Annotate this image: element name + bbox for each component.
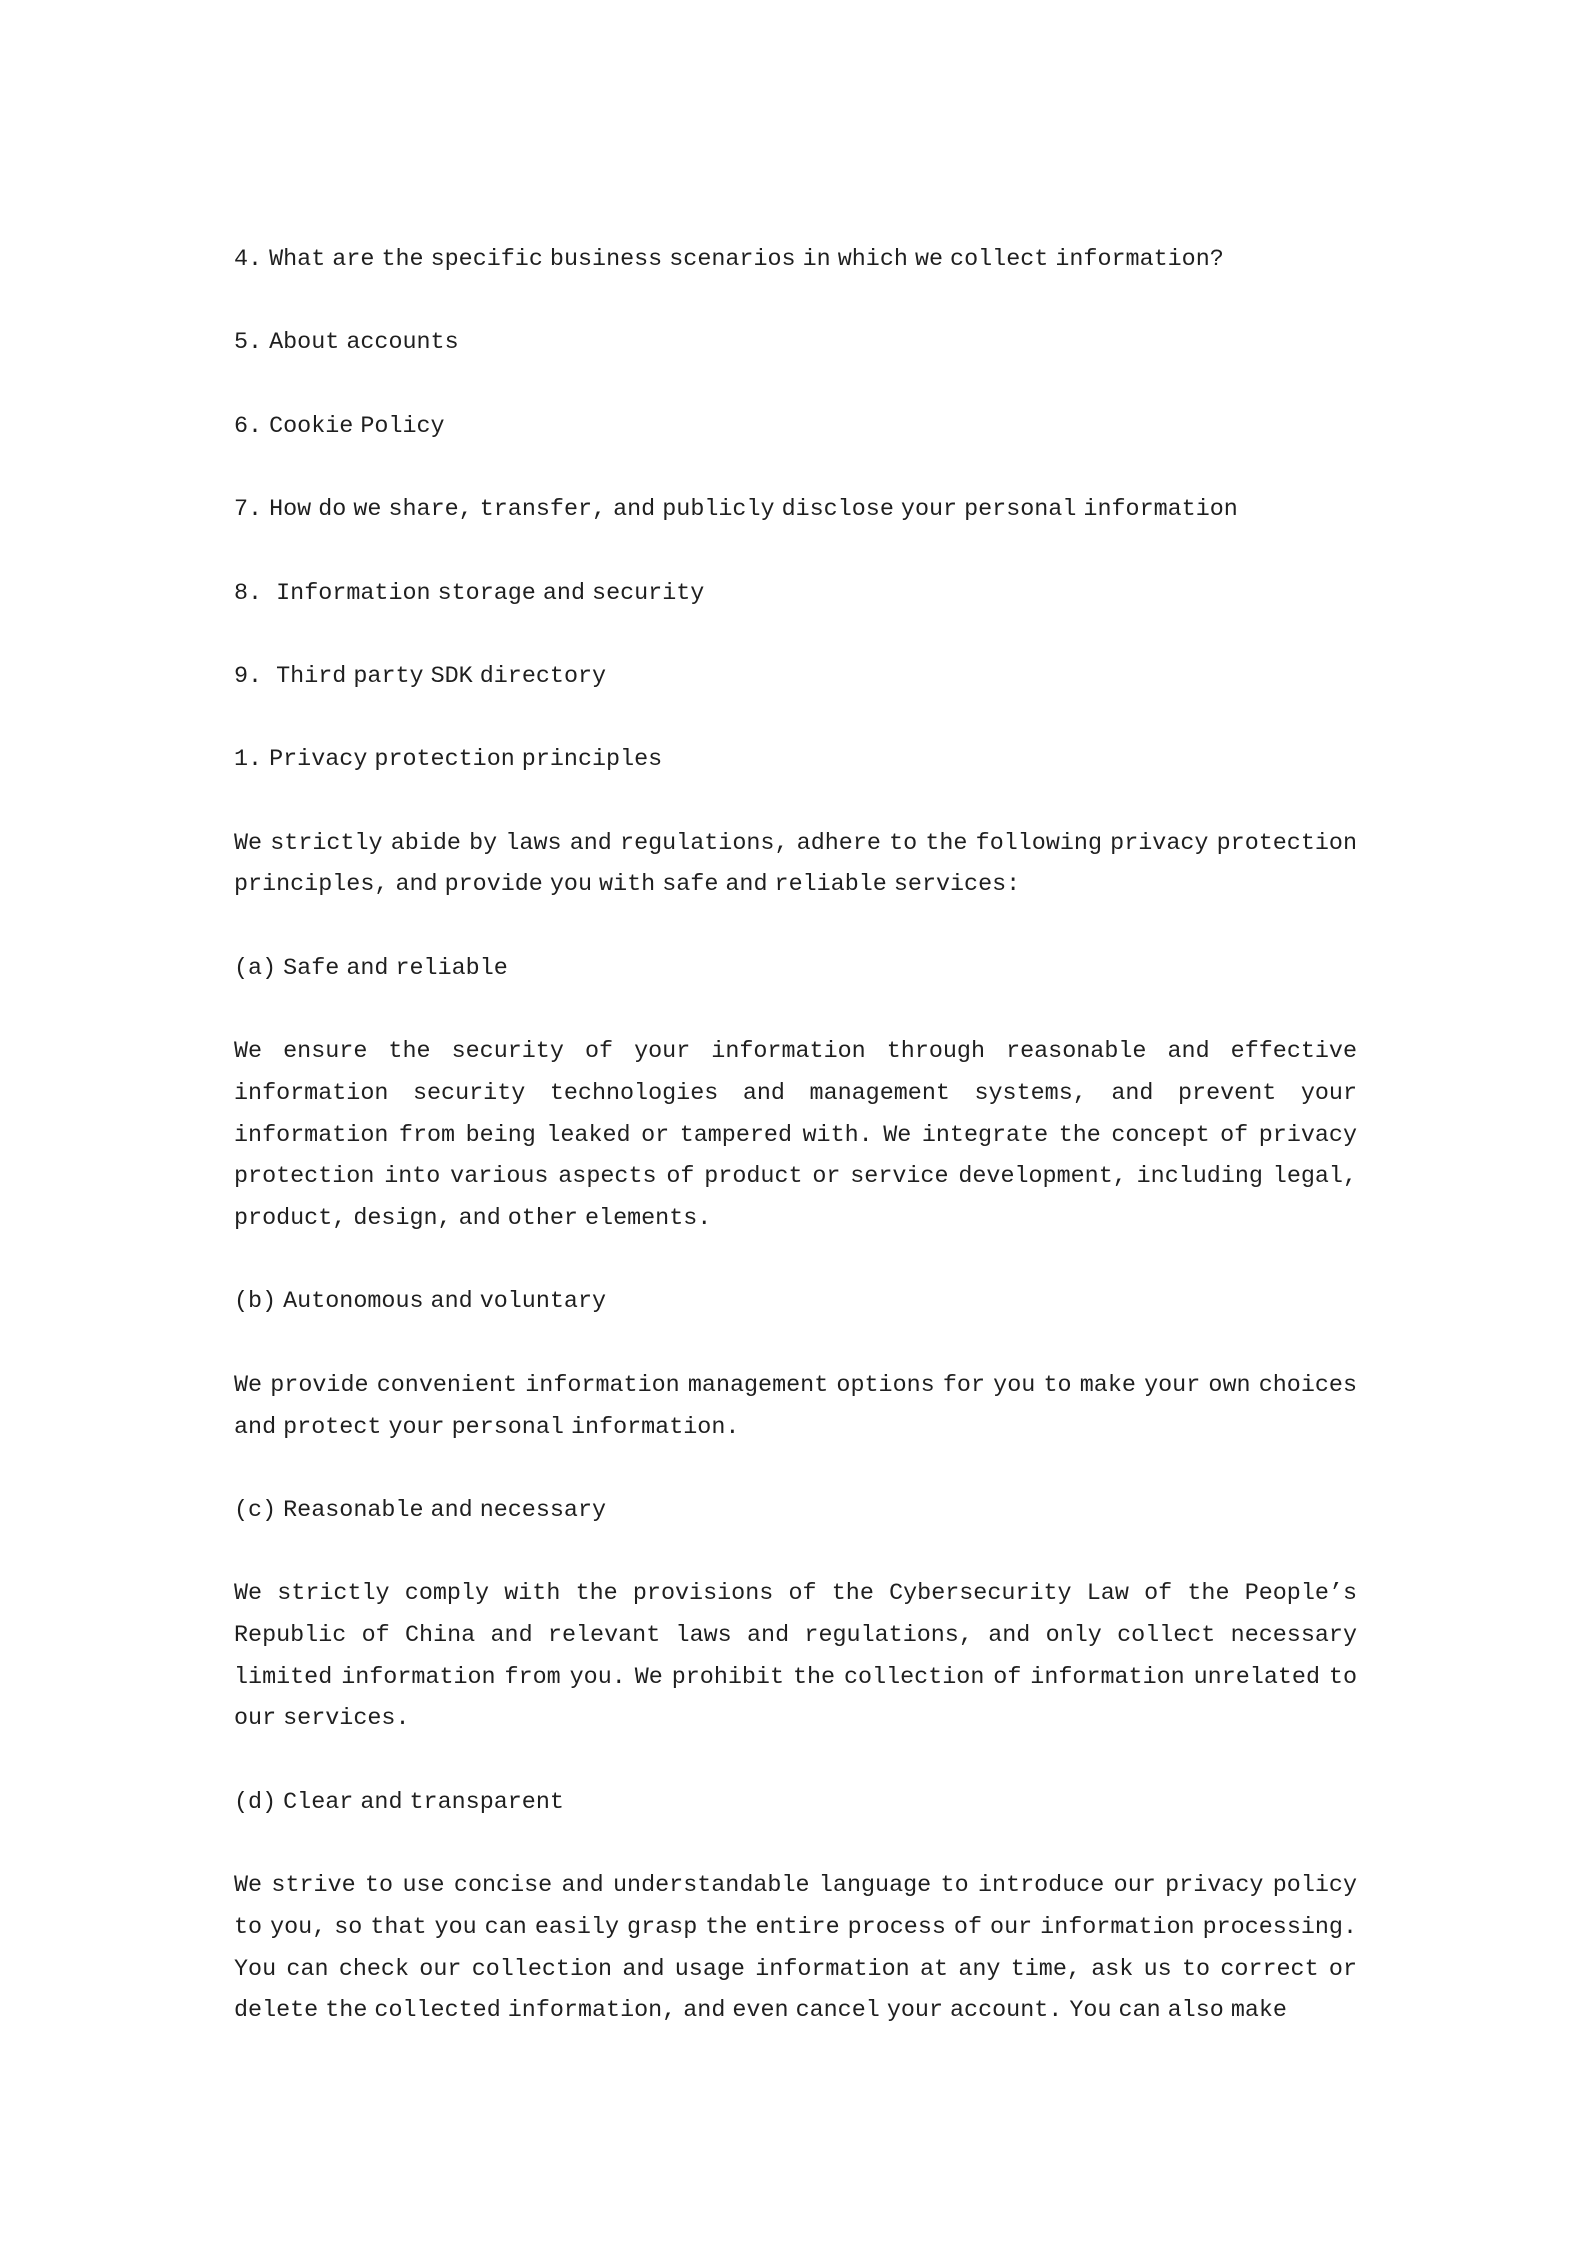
principle-d-heading: (d) Clear and transparent	[234, 1789, 564, 1816]
outline-item-4: 4. What are the specific business scenarios in which we collect information?	[234, 247, 1224, 273]
outline-item-6: 6. Cookie Policy	[234, 413, 445, 440]
intro-paragraph: We strictly abide by laws and regulations, adhere to the following privacy protection principles, and provide you with safe and reliable services:	[234, 830, 1357, 899]
principle-a-heading: (a) Safe and reliable	[234, 955, 508, 982]
principle-a-body: We ensure the security of your information through reasonable and effective information security technologies and management systems, and prevent your information from being leaked or tampered with. We integrate the concept of privacy protection into various aspects of product or service development, including legal, product, design, and other elements.	[234, 1039, 1357, 1233]
outline-item-8: 8. Information storage and security	[234, 580, 705, 607]
principle-d-body: We strive to use concise and understandable language to introduce our privacy policy to you, so that you can easily grasp the entire process of our information processing. You can check our collection and usage information at any time, ask us to correct or delete the collected information, and even cancel your account. You can also make	[234, 1873, 1357, 2025]
outline-item-9: 9. Third party SDK directory	[234, 663, 607, 690]
outline-item-5: 5. About accounts	[234, 330, 459, 357]
principle-b-body: We provide convenient information management options for you to make your own choices and protect your personal information.	[234, 1372, 1357, 1441]
outline-item-1: 1. Privacy protection principles	[234, 747, 663, 774]
outline-item-7: 7. How do we share, transfer, and publicly disclose your personal information	[234, 497, 1238, 524]
principle-b-heading: (b) Autonomous and voluntary	[234, 1289, 607, 1316]
principle-c-heading: (c) Reasonable and necessary	[234, 1497, 607, 1524]
principle-c-body: We strictly comply with the provisions of the Cybersecurity Law of the People’s Republic of China and relevant laws and regulations, and only collect necessary limited information from you. We prohibit the collection of information unrelated to our services.	[234, 1581, 1357, 1733]
